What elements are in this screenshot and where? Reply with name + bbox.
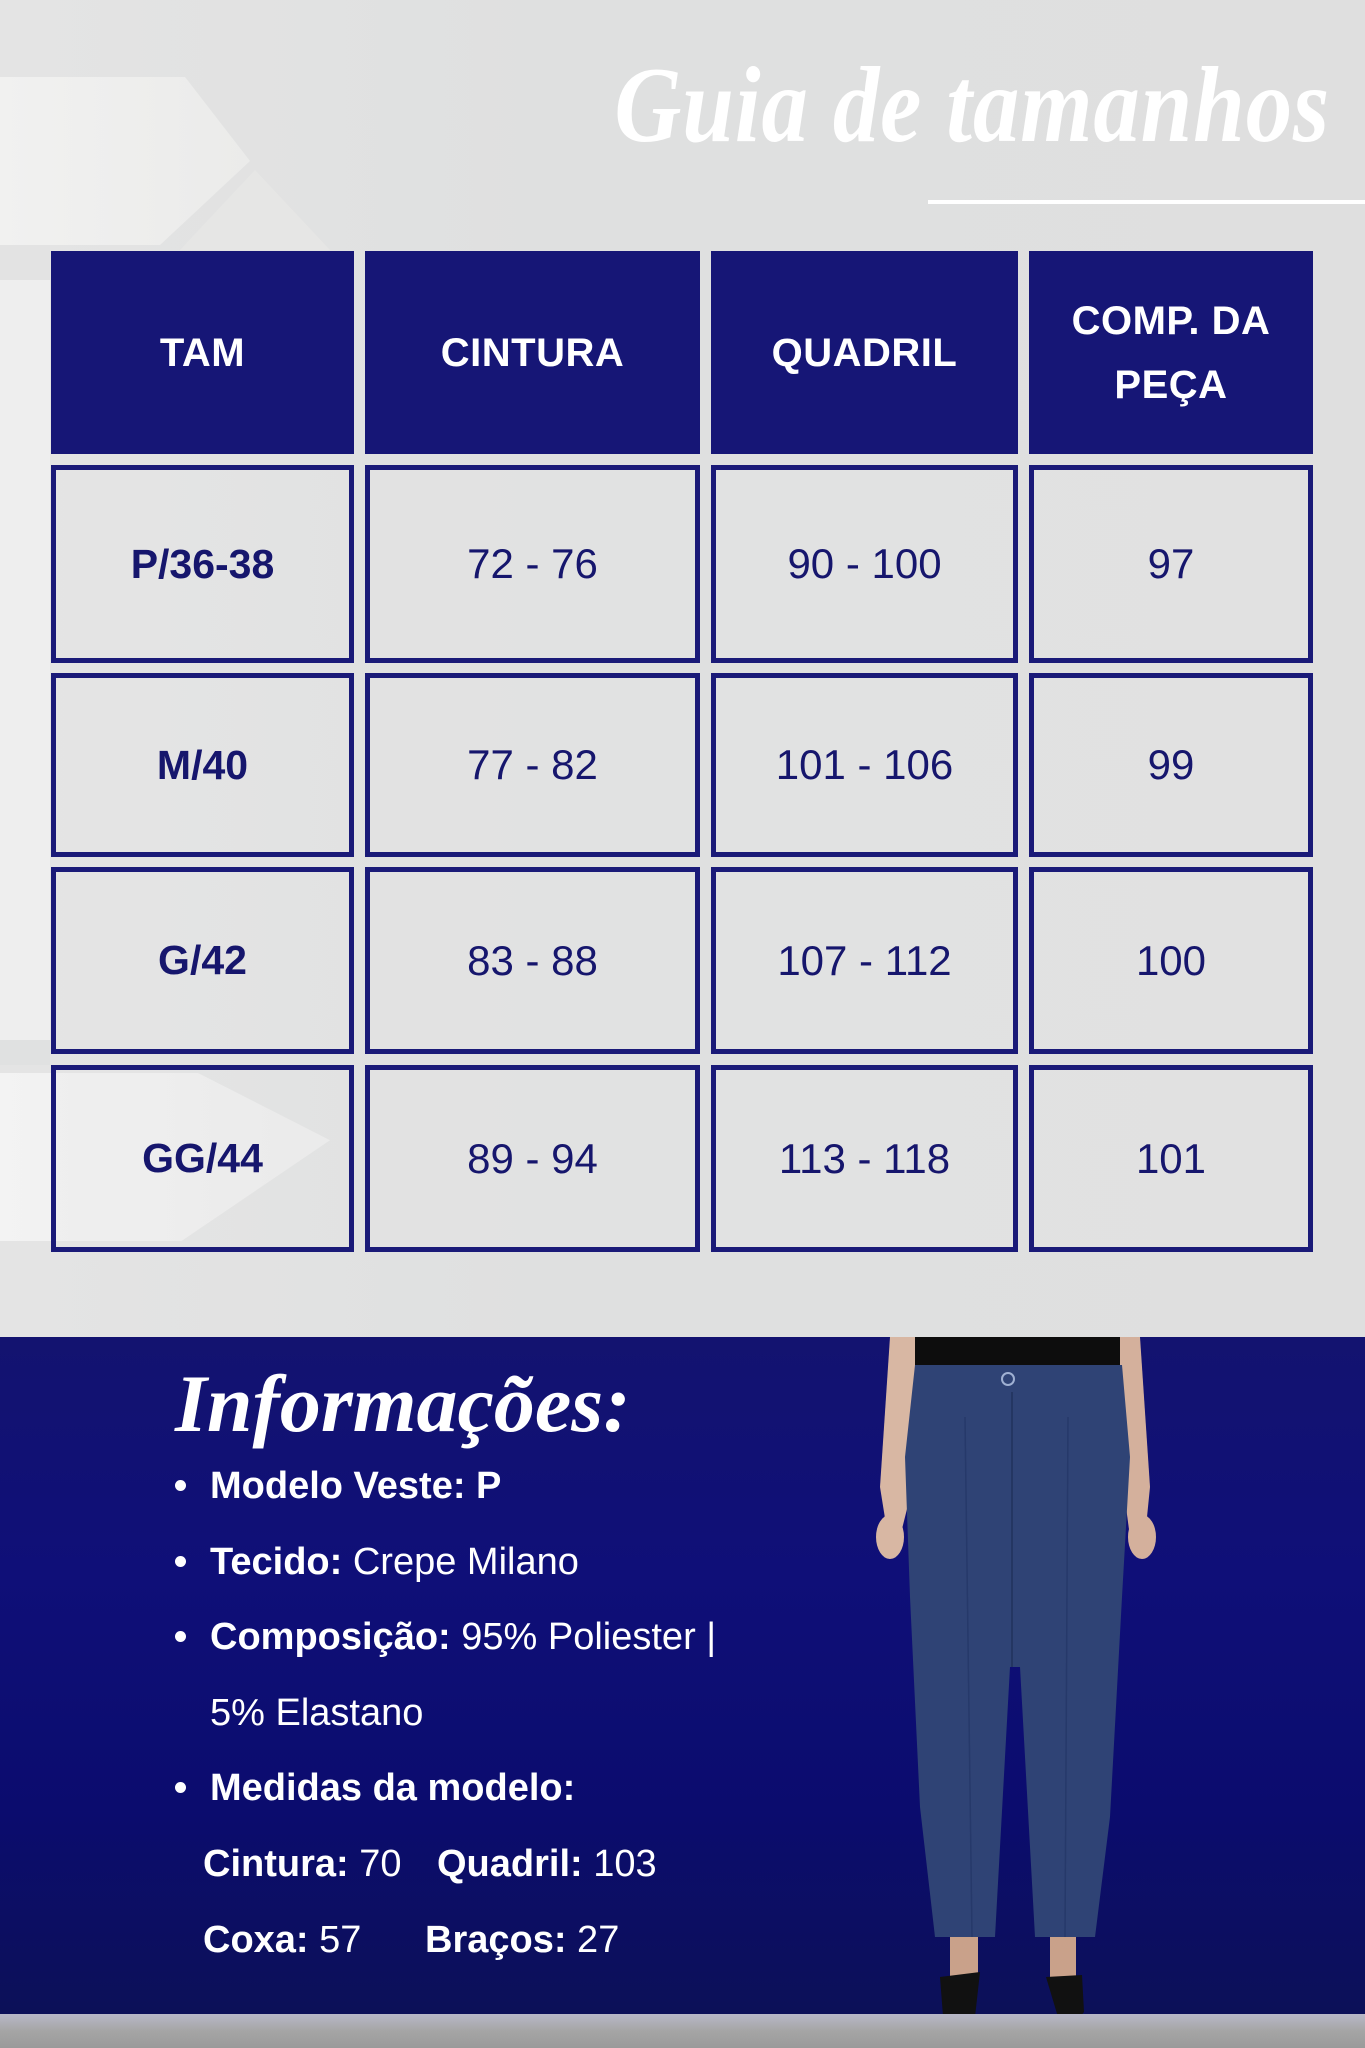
measurement-bracos: Braços: 27 [425, 1919, 620, 1961]
info-title: Informações: [175, 1358, 631, 1449]
header-comp-line1: COMP. DA [1071, 298, 1271, 343]
product-info-section [0, 1337, 1365, 2014]
info-label: Composição: [210, 1616, 451, 1658]
info-label: Modelo Veste: P [210, 1465, 502, 1507]
table-row [51, 673, 1313, 857]
table-header-row [51, 251, 1313, 454]
info-label: Tecido: [210, 1541, 343, 1583]
cell-tam: P/36-38 [51, 465, 354, 663]
cell-quadril: 113 - 118 [711, 1065, 1018, 1252]
cell-quadril: 90 - 100 [711, 465, 1018, 663]
table-row [51, 867, 1313, 1054]
cell-comp: 100 [1029, 867, 1313, 1054]
header-cintura: CINTURA [365, 251, 700, 454]
bullet-icon [175, 1556, 186, 1567]
header-tam: TAM [51, 251, 354, 454]
bullet-icon [175, 1631, 186, 1642]
table-row [51, 465, 1313, 663]
header-comp-da-peca [1029, 251, 1313, 454]
cell-quadril: 101 - 106 [711, 673, 1018, 857]
info-label: Medidas da modelo: [210, 1767, 576, 1809]
measurement-cintura: Cintura: 70 [203, 1843, 402, 1885]
info-value: Crepe Milano [342, 1541, 579, 1583]
cell-cintura: 72 - 76 [365, 465, 700, 663]
cell-cintura: 83 - 88 [365, 867, 700, 1054]
info-value: 95% Poliester | [450, 1616, 717, 1658]
measurement-quadril: Quadril: 103 [437, 1843, 657, 1885]
bullet-icon [175, 1782, 186, 1793]
model-photo [860, 1337, 1170, 2014]
cell-tam: M/40 [51, 673, 354, 857]
table-row [51, 1065, 1313, 1252]
bullet-icon [175, 1480, 186, 1491]
cell-comp: 99 [1029, 673, 1313, 857]
bottom-strip [0, 2014, 1365, 2048]
cell-quadril: 107 - 112 [711, 867, 1018, 1054]
info-value: 5% Elastano [210, 1692, 424, 1734]
title-underline [928, 200, 1365, 204]
decorative-bar [0, 280, 50, 1040]
cell-tam: G/42 [51, 867, 354, 1054]
header-quadril: QUADRIL [711, 251, 1018, 454]
cell-cintura: 77 - 82 [365, 673, 700, 857]
cell-comp: 101 [1029, 1065, 1313, 1252]
cell-tam: GG/44 [51, 1065, 354, 1252]
page-title: Guia de tamanhos [614, 46, 1330, 165]
measurement-coxa: Coxa: 57 [203, 1919, 362, 1961]
decorative-bar [0, 1040, 50, 1065]
cell-comp: 97 [1029, 465, 1313, 663]
cell-cintura: 89 - 94 [365, 1065, 700, 1252]
header-comp-line2: PEÇA [1114, 362, 1228, 407]
decorative-bar [0, 245, 50, 280]
